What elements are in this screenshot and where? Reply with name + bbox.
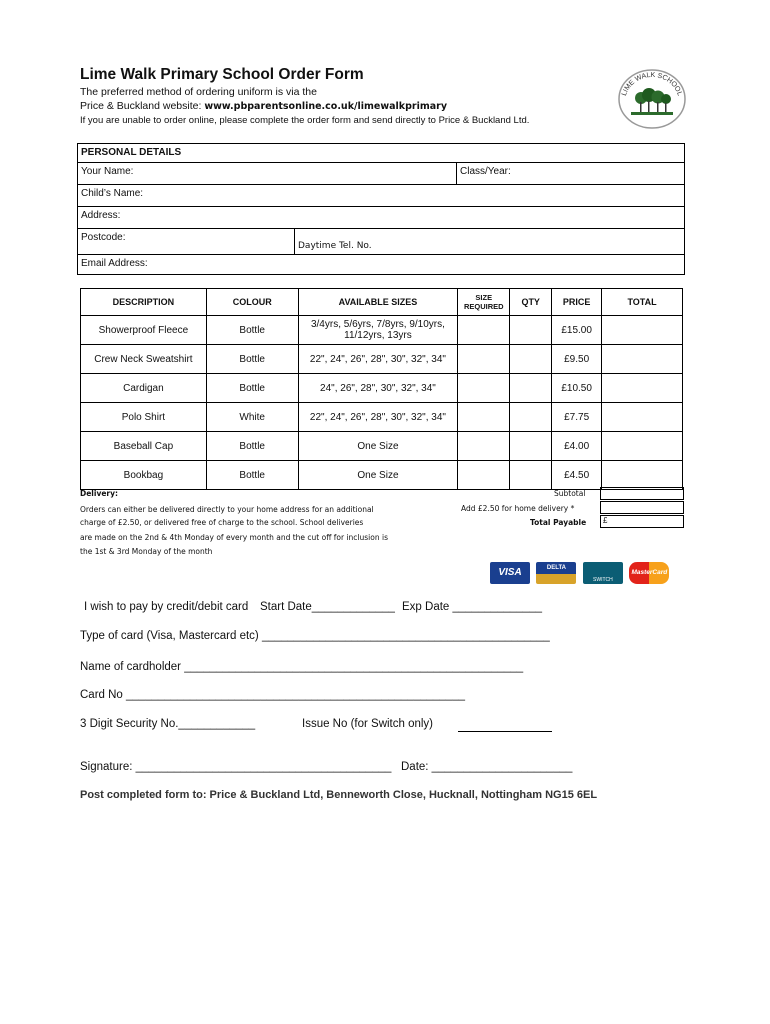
delivery-line-4: the 1st & 3rd Monday of the month [80, 547, 213, 556]
school-logo [617, 68, 687, 130]
size-required-cell[interactable] [458, 316, 510, 345]
item-colour: Bottle [206, 374, 298, 403]
table-row [81, 432, 683, 461]
issue-no-label: Issue No (for Switch only) [302, 718, 434, 730]
item-description: Crew Neck Sweatshirt [81, 345, 207, 374]
item-price: £4.50 [552, 461, 602, 490]
subtotal-box[interactable] [600, 487, 684, 500]
item-sizes: One Size [298, 432, 458, 461]
table-row [81, 461, 683, 490]
start-date-field[interactable]: Start Date_____________ [260, 601, 395, 613]
logo-text: LIME WALK SCHOOL [620, 71, 684, 97]
item-description: Cardigan [81, 374, 207, 403]
item-description: Bookbag [81, 461, 207, 490]
qty-cell[interactable] [510, 403, 552, 432]
address-label: Address: [81, 210, 121, 221]
order-table [80, 288, 683, 490]
delivery-heading: Delivery: [80, 489, 119, 498]
qty-cell[interactable] [510, 345, 552, 374]
intro-line-1: The preferred method of ordering uniform is via the [80, 86, 317, 98]
table-row [81, 403, 683, 432]
exp-date-field[interactable]: Exp Date ______________ [402, 601, 543, 613]
address-row[interactable] [78, 206, 684, 229]
item-colour: Bottle [206, 432, 298, 461]
card-number-field[interactable]: Card No _____________________________________________________ [80, 689, 465, 701]
table-row [81, 345, 683, 374]
total-cell[interactable] [602, 374, 683, 403]
mastercard-logo: MasterCard [629, 562, 669, 584]
email-label: Email Address: [81, 258, 148, 269]
your-name-row[interactable] [78, 162, 684, 185]
size-required-cell[interactable] [458, 461, 510, 490]
total-payable-box[interactable] [600, 515, 684, 528]
cardholder-field[interactable]: Name of cardholder _____________________________________________________ [80, 661, 524, 673]
size-required-cell[interactable] [458, 432, 510, 461]
divider [456, 163, 457, 185]
total-cell[interactable] [602, 345, 683, 374]
website-link[interactable]: www.pbparentsonline.co.uk/limewalkprimary [204, 101, 448, 112]
childs-name-label: Child’s Name: [81, 188, 144, 199]
item-sizes: 22", 24", 26", 28", 30", 32", 34" [298, 403, 458, 432]
item-sizes: 22", 24", 26", 28", 30", 32", 34" [298, 345, 458, 374]
size-required-cell[interactable] [458, 374, 510, 403]
personal-heading: PERSONAL DETAILS [81, 147, 182, 158]
size-required-cell[interactable] [458, 403, 510, 432]
card-type-field[interactable]: Type of card (Visa, Mastercard etc) _____________________________________________ [80, 630, 550, 642]
email-row[interactable] [78, 254, 684, 275]
item-sizes: One Size [298, 461, 458, 490]
delivery-box[interactable] [600, 501, 684, 514]
col-colour: COLOUR [206, 289, 298, 316]
pay-by-card-label: I wish to pay by credit/debit card [84, 601, 249, 613]
security-number-field[interactable]: 3 Digit Security No.____________ [80, 718, 256, 730]
signature-field[interactable]: Signature: ________________________________________ [80, 761, 392, 773]
add-delivery-label: Add £2.50 for home delivery * [461, 504, 575, 513]
card-logos [490, 562, 671, 584]
item-description: Showerproof Fleece [81, 316, 207, 345]
postal-address: Post completed form to: Price & Buckland Ltd, Benneworth Close, Hucknall, Nottingham NG15 6EL [80, 789, 598, 801]
delivery-line-1: Orders can either be delivered directly to your home address for an additional [80, 505, 374, 514]
qty-cell[interactable] [510, 432, 552, 461]
childs-name-row[interactable] [78, 184, 684, 207]
table-row [81, 316, 683, 345]
qty-cell[interactable] [510, 374, 552, 403]
delta-logo: DELTA [536, 562, 576, 584]
col-size-required: SIZE REQUIRED [458, 289, 510, 316]
item-price: £4.00 [552, 432, 602, 461]
item-price: £10.50 [552, 374, 602, 403]
item-sizes: 3/4yrs, 5/6yrs, 7/8yrs, 9/10yrs, 11/12yrs, 13yrs [298, 316, 458, 345]
delivery-line-2: charge of £2.50, or delivered free of charge to the school. School deliveries [80, 518, 364, 527]
delivery-line-3: are made on the 2nd & 4th Monday of every month and the cut off for inclusion is [80, 533, 388, 542]
col-description: DESCRIPTION [81, 289, 207, 316]
item-description: Baseball Cap [81, 432, 207, 461]
total-cell[interactable] [602, 432, 683, 461]
divider [294, 229, 295, 255]
postcode-label: Postcode: [81, 232, 126, 243]
qty-cell[interactable] [510, 316, 552, 345]
total-cell[interactable] [602, 461, 683, 490]
date-field[interactable]: Date: ______________________ [401, 761, 573, 773]
col-sizes: AVAILABLE SIZES [298, 289, 458, 316]
personal-heading-row [78, 144, 684, 162]
pound-sign: £ [603, 516, 608, 525]
item-price: £9.50 [552, 345, 602, 374]
your-name-label: Your Name: [81, 166, 134, 177]
switch-logo: SWITCH [583, 562, 623, 584]
intro-line-2 [80, 100, 447, 112]
subtotal-label: Subtotal [554, 489, 586, 498]
col-price: PRICE [552, 289, 602, 316]
item-colour: Bottle [206, 461, 298, 490]
col-qty: QTY [510, 289, 552, 316]
item-description: Polo Shirt [81, 403, 207, 432]
qty-cell[interactable] [510, 461, 552, 490]
item-colour: Bottle [206, 345, 298, 374]
total-cell[interactable] [602, 316, 683, 345]
personal-details-box [77, 143, 685, 275]
table-header-row [81, 289, 683, 316]
total-cell[interactable] [602, 403, 683, 432]
item-price: £7.75 [552, 403, 602, 432]
total-payable-label: Total Payable [530, 518, 587, 527]
col-total: TOTAL [602, 289, 683, 316]
item-sizes: 24", 26", 28", 30", 32", 34" [298, 374, 458, 403]
item-colour: Bottle [206, 316, 298, 345]
intro-website-prefix: Price & Buckland website: [80, 100, 205, 112]
visa-logo: VISA [490, 562, 530, 584]
size-required-cell[interactable] [458, 345, 510, 374]
table-row [81, 374, 683, 403]
postcode-row[interactable] [78, 228, 684, 255]
daytime-tel-label: Daytime Tel. No. [298, 241, 372, 251]
intro-line-3: If you are unable to order online, please complete the order form and send directly to Price & Buckland Ltd. [80, 115, 530, 126]
item-colour: White [206, 403, 298, 432]
form-title: Lime Walk Primary School Order Form [80, 66, 364, 83]
item-price: £15.00 [552, 316, 602, 345]
issue-no-field[interactable] [458, 731, 552, 732]
class-year-label: Class/Year: [460, 166, 511, 177]
